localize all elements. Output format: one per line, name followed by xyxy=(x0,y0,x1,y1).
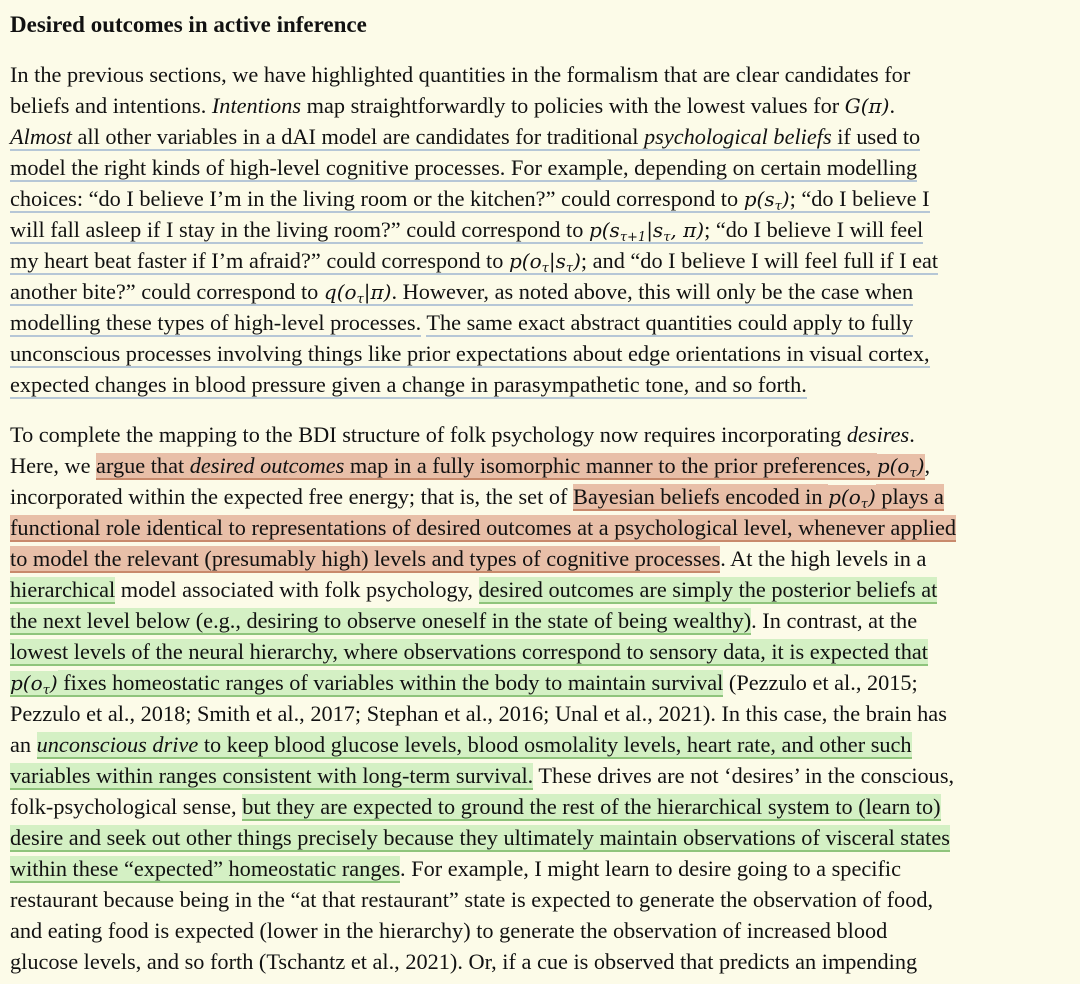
text-line xyxy=(10,450,1080,481)
math-expression: q(o xyxy=(323,280,357,304)
math-expression: ) xyxy=(916,454,925,478)
math-expression: τ xyxy=(909,454,916,480)
paragraph-1 xyxy=(10,59,1080,400)
text-line xyxy=(10,574,1080,605)
highlighted-text: to model the relevant (presumably high) levels and types of cognitive processes xyxy=(10,546,721,571)
text-span: Almost xyxy=(10,124,72,149)
text-span: model associated with folk psychology, xyxy=(115,577,479,602)
text-span: beliefs and intentions. xyxy=(10,93,212,118)
highlighted-text: plays a xyxy=(875,484,944,509)
paragraph-2 xyxy=(10,419,1080,977)
text-span: Here, we xyxy=(10,453,97,478)
section-heading: Desired outcomes in active inference xyxy=(10,12,367,37)
text-span: incorporated within the expected free energy; that is, the set of xyxy=(10,484,573,509)
text-span: ; “do I believe I will feel xyxy=(704,217,924,242)
text-line xyxy=(10,884,1080,915)
math-expression: , π) xyxy=(670,218,705,242)
text-line xyxy=(10,512,1080,543)
text-line xyxy=(10,59,1080,90)
text-line xyxy=(10,636,1080,667)
text-span: expected changes in blood pressure given a change in parasympathetic tone, and so forth. xyxy=(10,372,807,397)
text-line xyxy=(10,729,1080,760)
text-span: map straightforwardly to policies with the lowest values for xyxy=(301,93,845,118)
highlighted-text: map in a fully isomorphic manner to the prior preferences, xyxy=(344,453,877,478)
math-expression: |s xyxy=(646,218,664,242)
text-span: psychological beliefs xyxy=(644,124,832,149)
text-line xyxy=(10,214,1080,245)
highlighted-text: fixes homeostatic ranges of variables within the body to maintain survival xyxy=(57,670,724,695)
math-expression: |π) xyxy=(363,280,392,304)
text-line xyxy=(10,90,1080,121)
text-line xyxy=(10,276,1080,307)
text-span: The same exact abstract quantities could apply to fully xyxy=(426,310,913,335)
highlighted-text: desired outcomes are simply the posterior beliefs at xyxy=(478,577,938,602)
math-expression: p(o xyxy=(10,671,43,695)
highlighted-text: but they are expected to ground the rest of the hierarchical system to (learn to) xyxy=(242,794,941,819)
text-span: (Pezzulo et al., 2015; xyxy=(723,670,918,695)
text-line xyxy=(10,307,1080,338)
math-expression: τ xyxy=(861,485,868,511)
text-line xyxy=(10,791,1080,822)
math-expression: G(π) xyxy=(844,94,890,118)
text-line xyxy=(10,245,1080,276)
math-expression: τ+1 xyxy=(620,218,646,244)
text-span: folk-psychological sense, xyxy=(10,794,243,819)
highlighted-text: desired outcomes xyxy=(189,453,345,478)
highlighted-text: within these “expected” homeostatic ranges xyxy=(10,856,401,881)
highlighted-text: argue that xyxy=(96,453,190,478)
math-expression: τ xyxy=(775,187,782,213)
text-line xyxy=(10,419,1080,450)
text-span: Intentions xyxy=(211,93,302,118)
text-span: unconscious processes involving things like prior expectations about edge orientations in visual cortex, xyxy=(10,341,930,366)
highlighted-text: lowest levels of the neural hierarchy, where observations correspond to sensory data, it is expected that xyxy=(10,639,928,664)
highlighted-text: the next level below (e.g., desiring to observe oneself in the state of being wealthy) xyxy=(10,608,752,633)
text-line xyxy=(10,915,1080,946)
text-line xyxy=(10,338,1080,369)
text-span: and eating food is expected (lower in the hierarchy) to generate the observation of increased blood xyxy=(10,918,888,943)
text-span: my heart beat faster if I’m afraid?” could correspond to xyxy=(10,248,509,273)
text-span: ; “do I believe I xyxy=(789,186,930,211)
text-span: another bite?” could correspond to xyxy=(10,279,324,304)
math-expression: p(s xyxy=(743,187,775,211)
math-expression: τ xyxy=(43,671,50,697)
highlighted-text: desire and seek out other things precisely because they ultimately maintain observations of visceral states xyxy=(10,825,950,850)
text-span: . xyxy=(889,93,896,118)
math-expression: τ xyxy=(357,280,364,306)
text-span: desires xyxy=(846,422,910,447)
highlighted-text: unconscious drive xyxy=(36,732,199,757)
highlighted-text: Bayesian beliefs encoded in xyxy=(573,484,829,509)
text-span: all other variables in a dAI model are candidates for traditional xyxy=(71,124,645,149)
text-span: . In contrast, at the xyxy=(751,608,918,633)
math-expression: p(o xyxy=(828,485,861,509)
text-span: choices: “do I believe I’m in the living room or the kitchen?” could correspond to xyxy=(10,186,744,211)
math-expression: τ xyxy=(663,218,670,244)
text-span: if used to xyxy=(831,124,921,149)
math-expression: ) xyxy=(49,671,58,695)
text-line xyxy=(10,605,1080,636)
text-span: glucose levels, and so forth (Tschantz et al., 2021). Or, if a cue is observed that predicts an impending xyxy=(10,949,918,974)
math-expression: p(o xyxy=(508,249,542,273)
text-line xyxy=(10,946,1080,977)
text-line xyxy=(10,667,1080,698)
math-expression: |s xyxy=(548,249,566,273)
text-line xyxy=(10,760,1080,791)
math-expression: τ xyxy=(566,249,573,275)
highlighted-text: variables within ranges consistent with long-term survival. xyxy=(10,763,534,788)
text-line xyxy=(10,543,1080,574)
text-span: . However, as noted above, this will only be the case when xyxy=(391,279,914,304)
text-span: . For example, I might learn to desire going to a specific xyxy=(400,856,901,881)
text-span: an xyxy=(10,732,37,757)
text-line xyxy=(10,369,1080,400)
text-span: . At the high levels in a xyxy=(720,546,927,571)
math-expression: p(s xyxy=(588,218,620,242)
highlighted-text: functional role identical to representations of desired outcomes at a psychological level, whenever applied xyxy=(10,515,957,540)
text-line xyxy=(10,481,1080,512)
text-span: To complete the mapping to the BDI structure of folk psychology now requires incorporating xyxy=(10,422,847,447)
highlighted-text: hierarchical xyxy=(10,577,116,602)
math-expression: ) xyxy=(867,485,876,509)
text-span: . xyxy=(909,422,915,447)
text-span: will fall asleep if I stay in the living room?” could correspond to xyxy=(10,217,589,242)
math-expression: p(o xyxy=(876,454,910,478)
text-span: These drives are not ‘desires’ in the conscious, xyxy=(533,763,955,788)
text-span: , xyxy=(924,453,931,478)
text-line xyxy=(10,822,1080,853)
text-span: restaurant because being in the “at that restaurant” state is expected to generate the observation of food, xyxy=(10,887,934,912)
text-span: Pezzulo et al., 2018; Smith et al., 2017; Stephan et al., 2016; Unal et al., 2021). In this case, the brain has xyxy=(10,701,947,726)
text-span: modelling these types of high-level processes. xyxy=(10,310,422,335)
math-expression: ) xyxy=(573,249,581,273)
text-span: ; and “do I believe I will feel full if I eat xyxy=(580,248,939,273)
highlighted-text: to keep blood glucose levels, blood osmolality levels, heart rate, and other such xyxy=(198,732,912,757)
text-span: model the right kinds of high-level cognitive processes. For example, depending on certain modelling xyxy=(10,155,918,180)
text-line xyxy=(10,698,1080,729)
math-expression: τ xyxy=(542,249,549,275)
text-line xyxy=(10,853,1080,884)
text-span: In the previous sections, we have highlighted quantities in the formalism that are clear candidates for xyxy=(10,62,911,87)
text-line xyxy=(10,121,1080,152)
math-expression: ) xyxy=(781,187,790,211)
text-line xyxy=(10,183,1080,214)
text-line xyxy=(10,152,1080,183)
